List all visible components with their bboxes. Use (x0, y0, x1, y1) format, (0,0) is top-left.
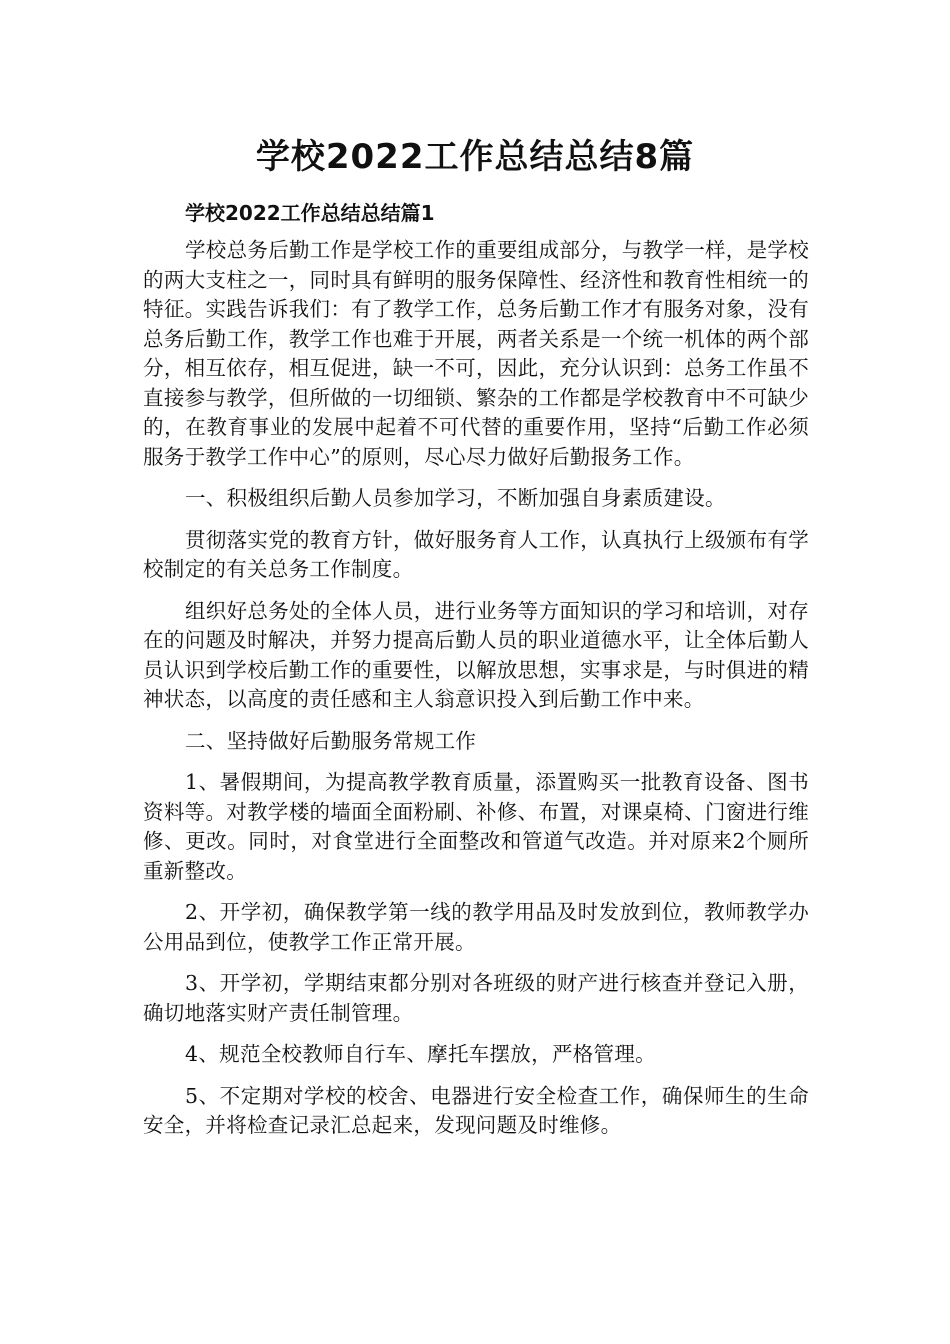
paragraph-item-5: 5、不定期对学校的校舍、电器进行安全检查工作，确保师生的生命安全，并将检查记录汇总起来，发现问题及时维修。 (143, 1083, 809, 1137)
document-body (143, 196, 809, 1153)
paragraph-item-1: 1、暑假期间，为提高教学教育质量，添置购买一批教育设备、图书资料等。对教学楼的墙面全面粉刷、补修、布置，对课桌椅、门窗进行维修、更改。同时，对食堂进行全面整改和管道气改造。并对原来2个厕所重新整改。 (143, 770, 809, 883)
paragraph-section-one-heading: 一、积极组织后勤人员参加学习，不断加强自身素质建设。 (185, 486, 726, 510)
paragraph-section-two-heading: 二、坚持做好后勤服务常规工作 (185, 728, 477, 753)
paragraph-policy: 贯彻落实党的教育方针，做好服务育人工作，认真执行上级颁布有学校制定的有关总务工作制度。 (143, 527, 809, 581)
document-title: 学校2022工作总结总结8篇 (255, 137, 695, 177)
paragraph-item-3: 3、开学初，学期结束都分别对各班级的财产进行核查并登记入册，确切地落实财产责任制管理。 (143, 971, 809, 1025)
paragraph-item-4: 4、规范全校教师自行车、摩托车摆放，严格管理。 (185, 1042, 656, 1066)
paragraph-training: 组织好总务处的全体人员，进行业务等方面知识的学习和培训，对存在的问题及时解决，并努力提高后勤人员的职业道德水平，让全体后勤人员认识到学校后勤工作的重要性，以解放思想，实事求是，与时俱进的精神状态，以高度的责任感和主人翁意识投入到后勤工作中来。 (143, 598, 809, 711)
section-heading: 学校2022工作总结总结篇1 (185, 201, 435, 225)
paragraph-item-2: 2、开学初，确保教学第一线的教学用品及时发放到位，教师教学办公用品到位，使教学工作正常开展。 (143, 900, 809, 954)
paragraph-intro: 学校总务后勤工作是学校工作的重要组成部分，与教学一样，是学校的两大支柱之一，同时具有鲜明的服务保障性、经济性和教育性相统一的特征。实践告诉我们：有了教学工作，总务后勤工作才有服务对象，没有总务后勤工作，教学工作也难于开展，两者关系是一个统一机体的两个部分，相互依存，相互促进，缺一不可，因此，充分认识到：总务工作虽不直接参与教学，但所做的一切细锁、繁杂的工作都是学校教育中不可缺少的，在教育事业的发展中起着不可代替的重要作用，坚持“后勤工作必须服务于教学工作中心”的原则，尽心尽力做好后勤报务工作。 (143, 238, 809, 469)
